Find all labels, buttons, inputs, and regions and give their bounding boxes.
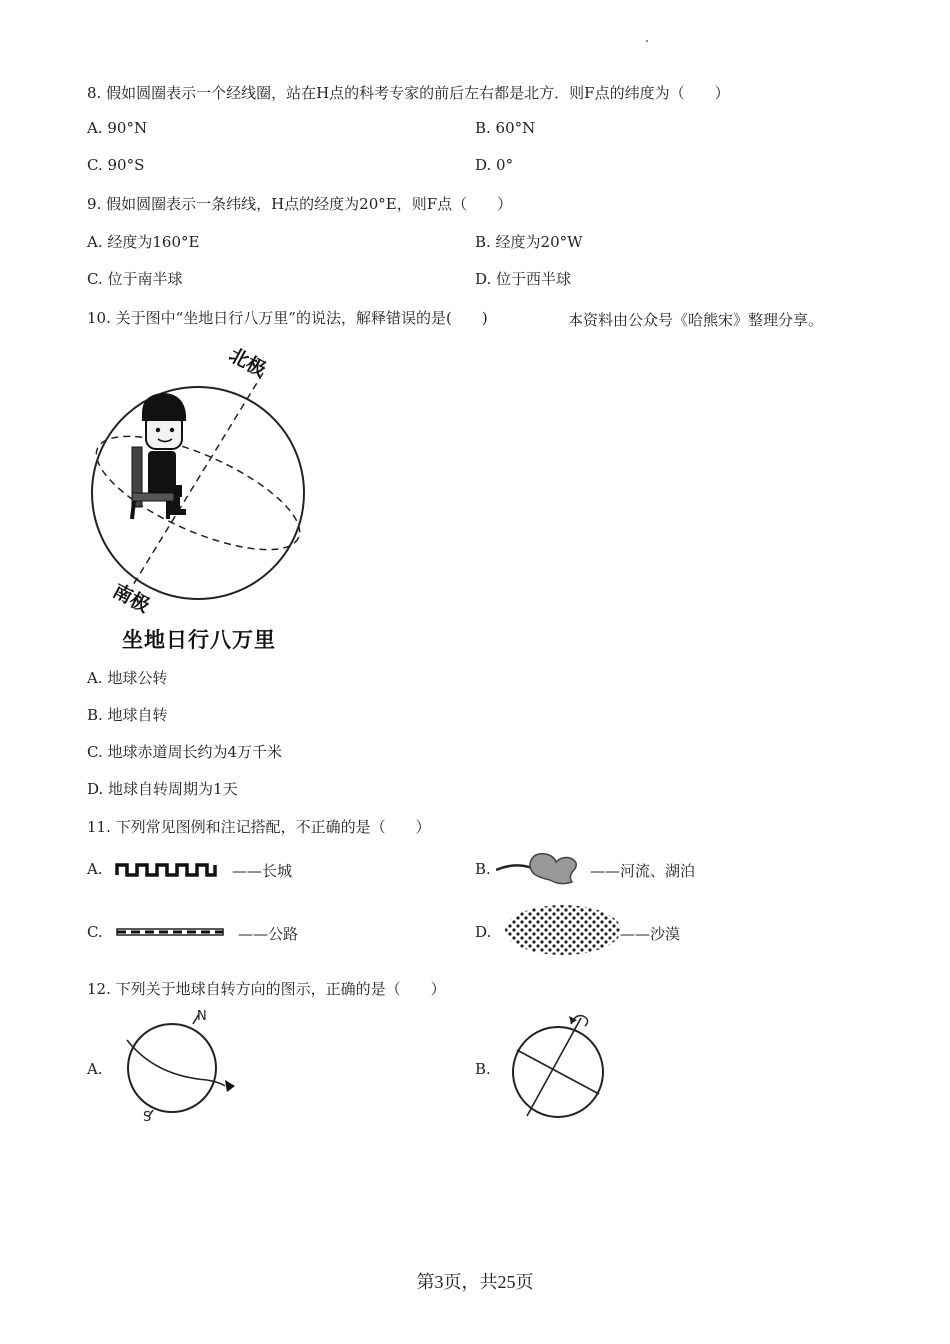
q10-note: 本资料由公众号《哈熊宋》整理分享。 <box>568 311 824 329</box>
q8-option-b[interactable]: B. 60°N <box>475 119 536 137</box>
q9-stem: 9. 假如圆圈表示一条纬线，H点的经度为20°E，则F点（ ） <box>87 195 513 213</box>
globe-a-outline <box>128 1024 216 1112</box>
q11-option-d-label: ——沙漠 <box>620 925 681 943</box>
q10-option-d[interactable]: D. 地球自转周期为1天 <box>87 780 238 798</box>
q8-option-c[interactable]: C. 90°S <box>87 156 145 174</box>
q11-stem: 11. 下列常见图例和注记搭配，不正确的是（ ） <box>87 818 431 836</box>
desert-symbol-icon <box>504 904 622 956</box>
q9-option-d[interactable]: D. 位于西半球 <box>475 270 572 288</box>
equator-ellipse <box>88 414 314 573</box>
q11-option-a-letter[interactable]: A. <box>87 860 103 878</box>
arrow-a-icon <box>225 1080 235 1092</box>
page-footer: 第3页，共25页 <box>416 1272 534 1292</box>
south-pole-label: 南极 <box>109 579 154 618</box>
q8-option-a[interactable]: A. 90°N <box>87 119 148 137</box>
q11-option-b-label: ——河流、湖泊 <box>590 862 696 880</box>
equator-b <box>517 1050 599 1094</box>
q9-option-b[interactable]: B. 经度为20°W <box>475 233 583 251</box>
q11-option-c-letter[interactable]: C. <box>87 923 103 941</box>
great-wall-symbol-icon <box>115 859 219 879</box>
q9-option-c[interactable]: C. 位于南半球 <box>87 270 183 288</box>
q10-option-b[interactable]: B. 地球自转 <box>87 706 168 724</box>
q8-stem: 8. 假如圆圈表示一个经线圈，站在H点的科考专家的前后左右都是北方．则F点的纬度为（ ） <box>87 84 730 102</box>
river-lake-symbol-icon <box>496 850 588 886</box>
q8-option-d[interactable]: D. 0° <box>475 156 514 174</box>
seated-person-icon <box>132 393 186 519</box>
road-symbol-icon <box>115 926 227 938</box>
north-pole-label: 北极 <box>225 343 270 382</box>
south-label-a: S <box>143 1110 152 1122</box>
q11-option-c-label: ——公路 <box>238 925 299 943</box>
q9-option-a[interactable]: A. 经度为160°E <box>87 233 200 251</box>
corner-dot <box>646 40 648 42</box>
q12-option-b-letter[interactable]: B. <box>475 1060 491 1078</box>
q12-option-a-letter[interactable]: A. <box>87 1060 103 1078</box>
figure-caption: 坐地日行八万里 <box>122 628 276 652</box>
rotation-diagram-a <box>115 1004 245 1122</box>
q10-option-a[interactable]: A. 地球公转 <box>87 669 168 687</box>
q11-option-b-letter[interactable]: B. <box>475 860 491 878</box>
north-label-a: N <box>197 1009 207 1024</box>
q10-option-c[interactable]: C. 地球赤道周长约为4万千米 <box>87 743 283 761</box>
q11-option-a-label: ——长城 <box>232 862 293 880</box>
q11-option-d-letter[interactable]: D. <box>475 923 492 941</box>
q12-stem: 12. 下列关于地球自转方向的图示，正确的是（ ） <box>87 980 446 998</box>
earth-figure <box>88 335 318 630</box>
q10-stem: 10. 关于图中“坐地日行八万里”的说法，解释错误的是( ) <box>87 309 488 327</box>
rotation-diagram-b <box>505 1010 615 1122</box>
